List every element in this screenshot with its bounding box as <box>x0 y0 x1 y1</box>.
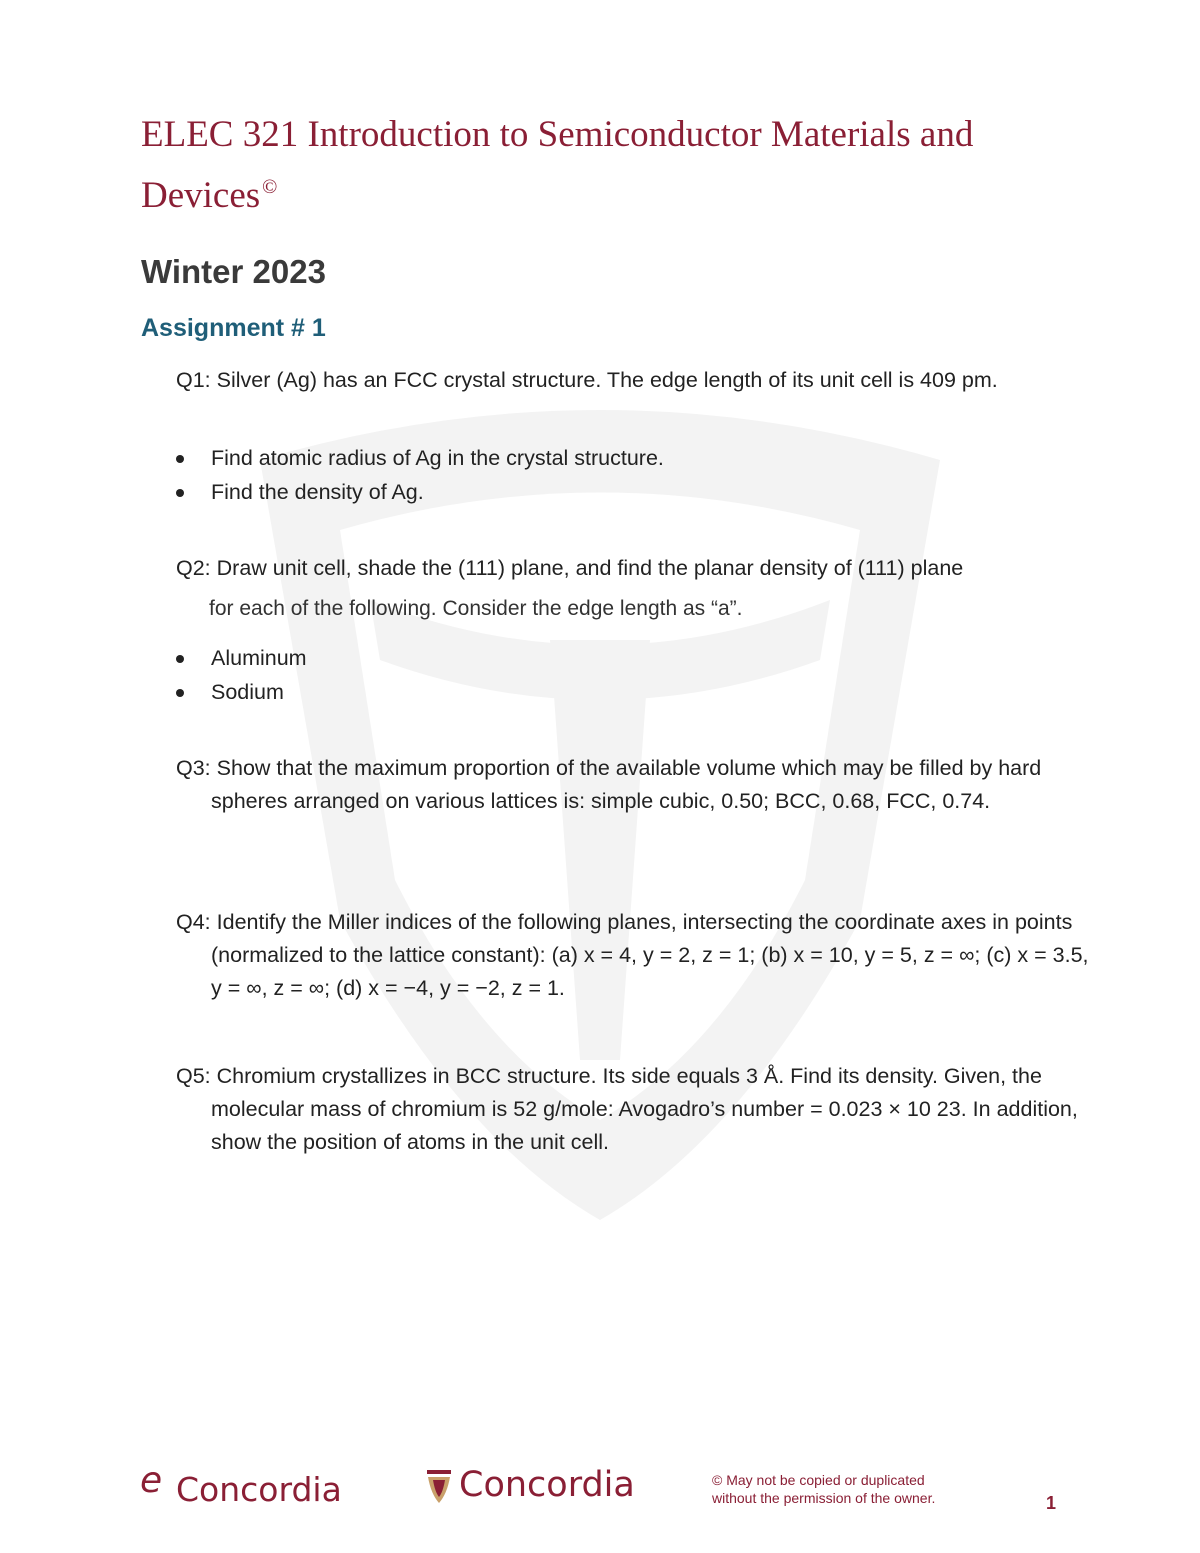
copyright-notice <box>712 1471 1002 1507</box>
bullet-icon <box>176 655 184 663</box>
copyright-mark: © <box>262 176 278 198</box>
question-3 <box>176 752 1091 818</box>
document-title <box>141 108 1061 222</box>
q2-bullet-2: Sodium <box>211 680 284 704</box>
q4-label: Q4: <box>176 910 211 934</box>
q4-text: Identify the Miller indices of the following planes, intersecting the coordinate axes in points (normalized to the lattice constant): (a) x = 4, y = 2, z = 1; (b) x = 10, y = 5, z = ∞; (c) x = 3.5, y = ∞, z = ∞; (d) x = −4, y = −2, z = 1. <box>211 910 1089 1000</box>
list-item <box>176 475 1016 509</box>
page-number: 1 <box>1046 1493 1057 1513</box>
question-4 <box>176 906 1091 1005</box>
concordia-logo-text: Concordia <box>459 1465 635 1505</box>
econcordia-logo <box>140 1460 380 1516</box>
q1-bullet-2: Find the density of Ag. <box>211 480 424 504</box>
list-item <box>176 675 1016 709</box>
list-item <box>176 641 1016 675</box>
list-item <box>176 441 1016 475</box>
q3-text: Show that the maximum proportion of the available volume which may be filled by hard spheres arranged on various lattices is: simple cubic, 0.50; BCC, 0.68, FCC, 0.74. <box>211 756 1042 813</box>
q5-text: Chromium crystallizes in BCC structure. Its side equals 3 Å. Find its density. Given, the molecular mass of chromium is 52 g/mole: Avogadro’s number = 0.023 × 10 23. In addition, show the position of atoms in the unit cell. <box>211 1064 1078 1154</box>
term-heading: Winter 2023 <box>141 253 326 290</box>
concordia-logo <box>425 1462 665 1516</box>
notice-line-1: © May not be copied or duplicated <box>712 1472 925 1488</box>
assignment-heading: Assignment # 1 <box>141 314 326 342</box>
q2-bullet-1: Aluminum <box>211 646 307 670</box>
q2-label: Q2: <box>176 556 211 580</box>
q2-bullet-list <box>176 641 1016 709</box>
question-5 <box>176 1060 1091 1159</box>
title-line-2: Devices <box>141 175 261 216</box>
q3-label: Q3: <box>176 756 211 780</box>
q5-label: Q5: <box>176 1064 211 1088</box>
notice-line-2: without the permission of the owner. <box>712 1490 936 1506</box>
q1-label: Q1: <box>176 368 211 392</box>
q2-text: Draw unit cell, shade the (111) plane, and find the planar density of (111) plane <box>216 556 964 580</box>
question-1 <box>176 364 1091 397</box>
title-line-1: ELEC 321 Introduction to Semiconductor Materials and <box>141 114 974 155</box>
q1-bullet-1: Find atomic radius of Ag in the crystal structure. <box>211 446 664 470</box>
question-2 <box>176 552 1056 585</box>
concordia-shield-icon <box>425 1466 453 1506</box>
bullet-icon <box>176 455 184 463</box>
q1-bullet-list <box>176 441 1016 509</box>
econcordia-logo-text: Concordia <box>176 1470 342 1509</box>
bullet-icon <box>176 489 184 497</box>
q2-subtext: for each of the following. Consider the edge length as “a”. <box>209 597 743 620</box>
q1-text: Silver (Ag) has an FCC crystal structure. The edge length of its unit cell is 409 pm. <box>216 368 998 392</box>
econcordia-e-mark: e <box>140 1460 163 1501</box>
bullet-icon <box>176 689 184 697</box>
